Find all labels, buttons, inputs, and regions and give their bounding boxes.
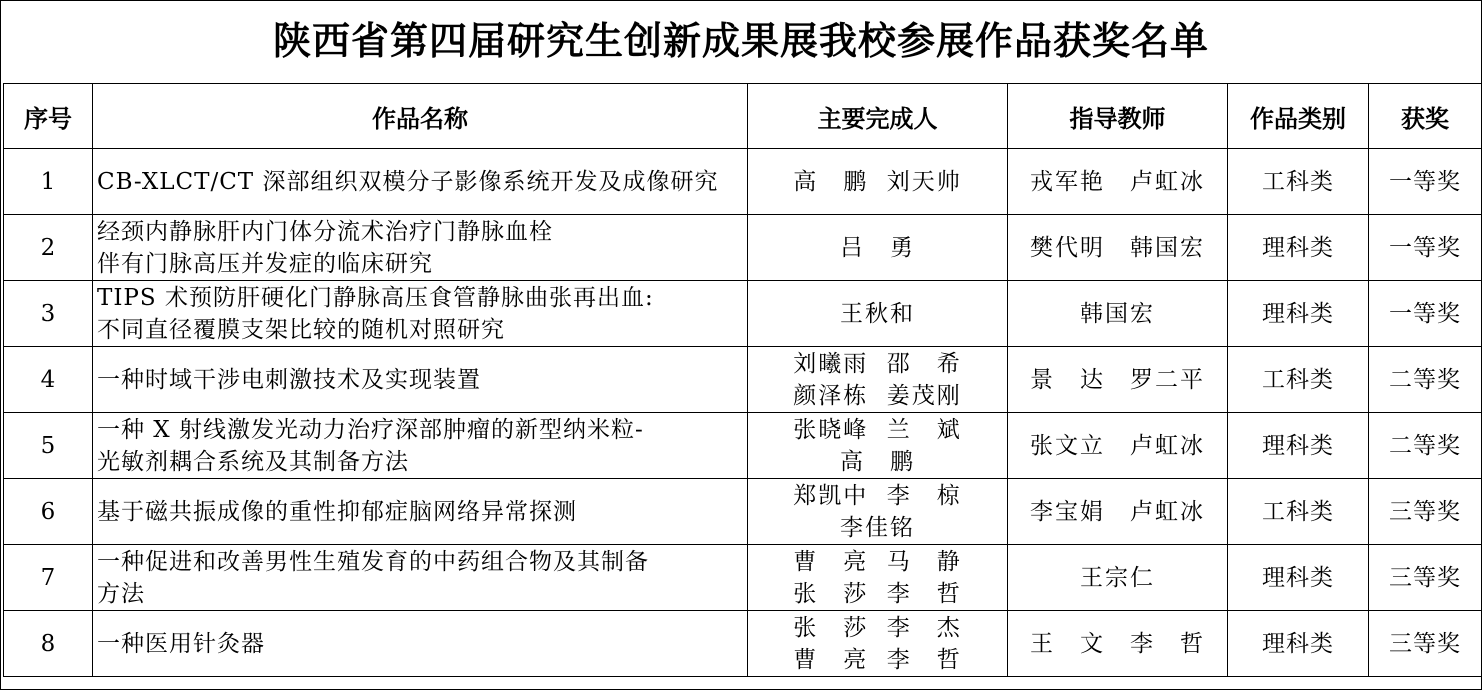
cell-award: 三等奖 [1369,479,1482,545]
cell-category: 理科类 [1228,413,1369,479]
header-work-name: 作品名称 [93,84,748,149]
cell-index: 3 [4,281,93,347]
cell-index: 5 [4,413,93,479]
cell-advisors: 王 文 李 哲 [1008,611,1228,677]
page-title: 陕西省第四届研究生创新成果展我校参展作品获奖名单 [272,19,1209,63]
cell-index: 4 [4,347,93,413]
cell-index: 6 [4,479,93,545]
header-award: 获奖 [1369,84,1482,149]
cell-advisors: 景 达 罗二平 [1008,347,1228,413]
header-advisors: 指导教师 [1008,84,1228,149]
cell-category: 工科类 [1228,479,1369,545]
cell-contributors: 高 鹏 刘天帅 [748,149,1008,215]
cell-advisors: 王宗仁 [1008,545,1228,611]
cell-contributors: 吕 勇 [748,215,1008,281]
table-row [4,413,1482,479]
cell-work-name: TIPS 术预防肝硬化门静脉高压食管静脉曲张再出血: 不同直径覆膜支架比较的随机对照研究 [93,281,748,347]
cell-category: 理科类 [1228,281,1369,347]
table-row [4,281,1482,347]
cell-work-name: 一种医用针灸器 [93,611,748,677]
cell-category: 理科类 [1228,611,1369,677]
cell-award: 二等奖 [1369,413,1482,479]
cell-award: 一等奖 [1369,215,1482,281]
cell-advisors: 李宝娟 卢虹冰 [1008,479,1228,545]
cell-contributors: 刘曦雨 邵 希 颜泽栋 姜茂刚 [748,347,1008,413]
table-row [4,545,1482,611]
cell-work-name: 一种促进和改善男性生殖发育的中药组合物及其制备 方法 [93,545,748,611]
cell-index: 7 [4,545,93,611]
cell-index: 8 [4,611,93,677]
header-main-contributors: 主要完成人 [748,84,1008,149]
header-index: 序号 [4,84,93,149]
cell-work-name: CB-XLCT/CT 深部组织双模分子影像系统开发及成像研究 [93,149,748,215]
cell-advisors: 张文立 卢虹冰 [1008,413,1228,479]
cell-category: 工科类 [1228,347,1369,413]
table-header-row [4,84,1482,149]
cell-work-name: 一种时域干涉电刺激技术及实现装置 [93,347,748,413]
cell-contributors: 张晓峰 兰 斌 高 鹏 [748,413,1008,479]
cell-work-name: 经颈内静脉肝内门体分流术治疗门静脉血栓 伴有门脉高压并发症的临床研究 [93,215,748,281]
table-row [4,149,1482,215]
table-row [4,215,1482,281]
header-category: 作品类别 [1228,84,1369,149]
cell-award: 一等奖 [1369,281,1482,347]
cell-award: 三等奖 [1369,611,1482,677]
cell-index: 2 [4,215,93,281]
cell-category: 工科类 [1228,149,1369,215]
cell-work-name: 一种 X 射线激发光动力治疗深部肿瘤的新型纳米粒- 光敏剂耦合系统及其制备方法 [93,413,748,479]
cell-category: 理科类 [1228,215,1369,281]
cell-work-name: 基于磁共振成像的重性抑郁症脑网络异常探测 [93,479,748,545]
cell-category: 理科类 [1228,545,1369,611]
cell-index: 1 [4,149,93,215]
cell-contributors: 张 莎 李 杰 曹 亮 李 哲 [748,611,1008,677]
cell-award: 二等奖 [1369,347,1482,413]
cell-advisors: 戎军艳 卢虹冰 [1008,149,1228,215]
table-row [4,347,1482,413]
table-row [4,611,1482,677]
cell-award: 三等奖 [1369,545,1482,611]
cell-contributors: 郑凯中 李 椋 李佳铭 [748,479,1008,545]
cell-award: 一等奖 [1369,149,1482,215]
award-table [3,83,1482,677]
cell-contributors: 曹 亮 马 静 张 莎 李 哲 [748,545,1008,611]
cell-advisors: 樊代明 韩国宏 [1008,215,1228,281]
table-row [4,479,1482,545]
cell-contributors: 王秋和 [748,281,1008,347]
cell-advisors: 韩国宏 [1008,281,1228,347]
